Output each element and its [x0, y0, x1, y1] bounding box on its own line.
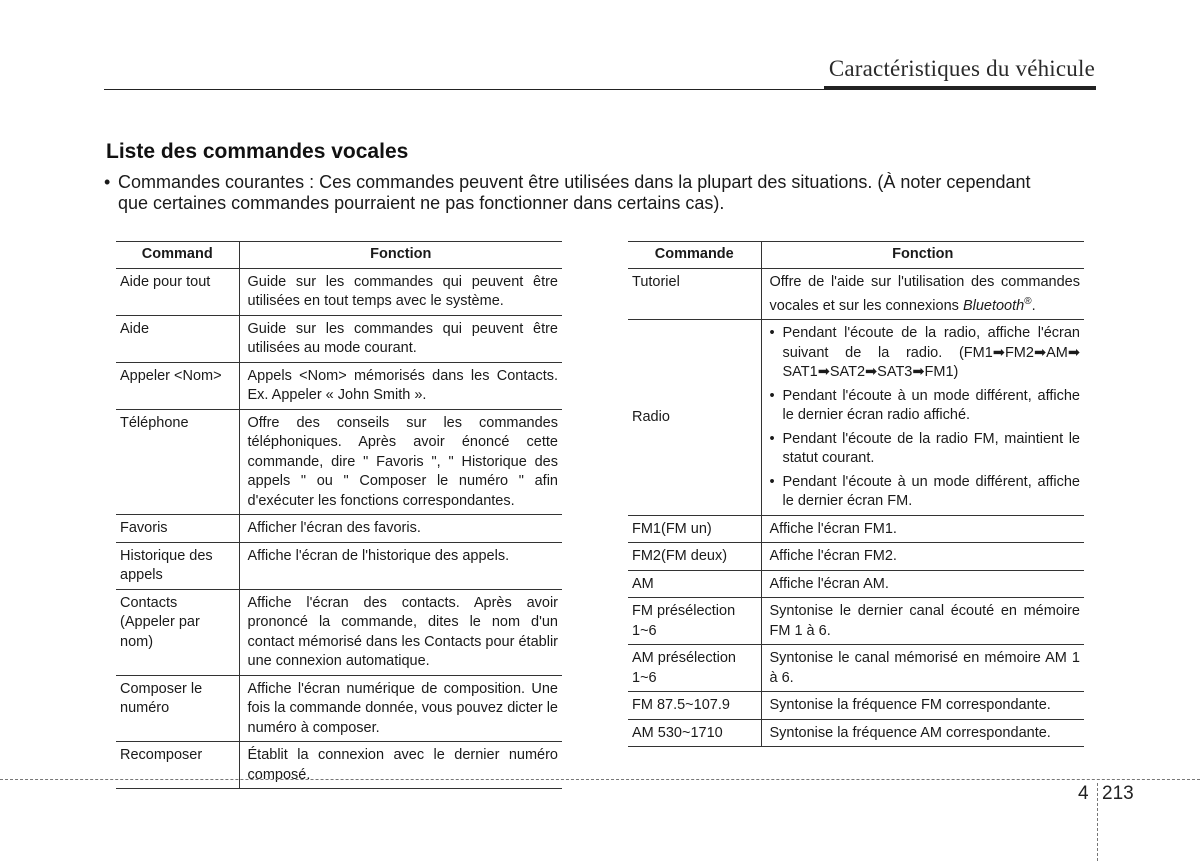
column-header-function: Fonction — [239, 242, 562, 269]
command-cell: Aide — [116, 315, 239, 362]
table-row — [116, 362, 562, 409]
registered-mark: ® — [1024, 296, 1032, 307]
voice-commands-table-right — [628, 241, 1084, 747]
footer-rule — [0, 779, 1200, 780]
table-row — [116, 409, 562, 515]
table-header-row — [628, 242, 1084, 269]
table-row — [628, 719, 1084, 747]
column-header-command: Command — [116, 242, 239, 269]
function-cell: Afficher l'écran des favoris. — [239, 515, 562, 543]
function-cell: Offre des conseils sur les commandes téléphoniques. Après avoir énoncé cette commande, dire " Favoris ", " Historique des appels " ou " Composer le numéro " afin d'exécuter les fonctions correspondantes. — [239, 409, 562, 515]
command-cell: Recomposer — [116, 742, 239, 789]
command-cell: AM — [628, 570, 761, 598]
column-header-command: Commande — [628, 242, 761, 269]
table-row — [116, 515, 562, 543]
chapter-number: 4 — [1078, 783, 1089, 804]
table-row — [116, 589, 562, 675]
function-cell: Guide sur les commandes qui peuvent être utilisées au mode courant. — [239, 315, 562, 362]
table-row — [628, 570, 1084, 598]
command-cell: Appeler <Nom> — [116, 362, 239, 409]
command-cell: Tutoriel — [628, 268, 761, 320]
function-cell: Affiche l'écran FM2. — [761, 543, 1084, 571]
command-cell: AM présélection 1~6 — [628, 645, 761, 692]
function-cell: Affiche l'écran FM1. — [761, 515, 1084, 543]
command-cell: Aide pour tout — [116, 268, 239, 315]
command-cell: Favoris — [116, 515, 239, 543]
table-row — [628, 268, 1084, 320]
command-cell: FM1(FM un) — [628, 515, 761, 543]
intro-paragraph — [104, 172, 1104, 214]
table-row — [628, 515, 1084, 543]
command-cell: Radio — [628, 320, 761, 516]
table-row — [116, 315, 562, 362]
function-cell: Syntonise la fréquence AM correspondante. — [761, 719, 1084, 747]
table-row — [628, 645, 1084, 692]
tutoriel-function-text: Offre de l'aide sur l'utilisation des commandes vocales et sur les connexions — [769, 273, 1080, 314]
function-cell: Affiche l'écran de l'historique des appels. — [239, 542, 562, 589]
function-cell: Syntonise le canal mémorisé en mémoire AM 1 à 6. — [761, 645, 1084, 692]
table-row — [116, 742, 562, 789]
list-item: • Pendant l'écoute à un mode différent, affiche le dernier écran FM. — [770, 473, 1081, 512]
table-row — [628, 692, 1084, 720]
bluetooth-term: Bluetooth — [962, 297, 1025, 314]
table-row — [116, 675, 562, 742]
function-cell: Appels <Nom> mémorisés dans les Contacts. Ex. Appeler « John Smith ». — [239, 362, 562, 409]
footer-divider — [1097, 783, 1098, 861]
table-row — [628, 543, 1084, 571]
bullet-marker: • — [104, 172, 111, 192]
command-cell: Historique des appels — [116, 542, 239, 589]
section-title: Liste des commandes vocales — [106, 140, 409, 163]
function-cell: Syntonise le dernier canal écouté en mémoire FM 1 à 6. — [761, 598, 1084, 645]
command-cell: Téléphone — [116, 409, 239, 515]
header-rule-accent — [824, 86, 1096, 90]
list-item: • Pendant l'écoute de la radio FM, maintient le statut courant. — [770, 430, 1081, 469]
list-item: • Pendant l'écoute de la radio, affiche l'écran suivant de la radio. (FM1➡FM2➡AM➡ SAT1➡SAT2➡SAT3➡FM1) — [770, 324, 1081, 383]
tutoriel-function-end: . — [1031, 297, 1036, 314]
voice-commands-table-left — [116, 241, 562, 789]
page-header-title: Caractéristiques du véhicule — [828, 56, 1095, 81]
command-cell: Composer le numéro — [116, 675, 239, 742]
table-header-row — [116, 242, 562, 269]
intro-line-1: Commandes courantes : Ces commandes peuvent être utilisées dans la plupart des situations. (À noter cependant — [118, 172, 1031, 192]
function-cell: Établit la connexion avec le dernier numéro composé. — [239, 742, 562, 789]
command-cell: FM présélection 1~6 — [628, 598, 761, 645]
list-item: • Pendant l'écoute à un mode différent, affiche le dernier écran radio affiché. — [770, 387, 1081, 426]
command-cell: FM 87.5~107.9 — [628, 692, 761, 720]
table-row — [116, 268, 562, 315]
function-cell — [761, 320, 1084, 516]
table-row — [628, 320, 1084, 516]
function-cell — [761, 268, 1084, 320]
function-cell: Affiche l'écran numérique de composition. Une fois la commande donnée, vous pouvez dicter le numéro à composer. — [239, 675, 562, 742]
command-cell: FM2(FM deux) — [628, 543, 761, 571]
function-cell: Affiche l'écran des contacts. Après avoir prononcé la commande, dites le nom d'un contact mémorisé dans les Contacts pour établir une connexion automatique. — [239, 589, 562, 675]
command-cell: AM 530~1710 — [628, 719, 761, 747]
column-header-function: Fonction — [761, 242, 1084, 269]
table-row — [628, 598, 1084, 645]
table-row — [116, 542, 562, 589]
page-number: 213 — [1102, 783, 1134, 804]
intro-line-2: que certaines commandes pourraient ne pas fonctionner dans certains cas). — [118, 193, 725, 213]
function-cell: Guide sur les commandes qui peuvent être utilisées en tout temps avec le système. — [239, 268, 562, 315]
radio-function-list — [770, 324, 1081, 512]
command-cell: Contacts (Appeler par nom) — [116, 589, 239, 675]
function-cell: Syntonise la fréquence FM correspondante. — [761, 692, 1084, 720]
function-cell: Affiche l'écran AM. — [761, 570, 1084, 598]
